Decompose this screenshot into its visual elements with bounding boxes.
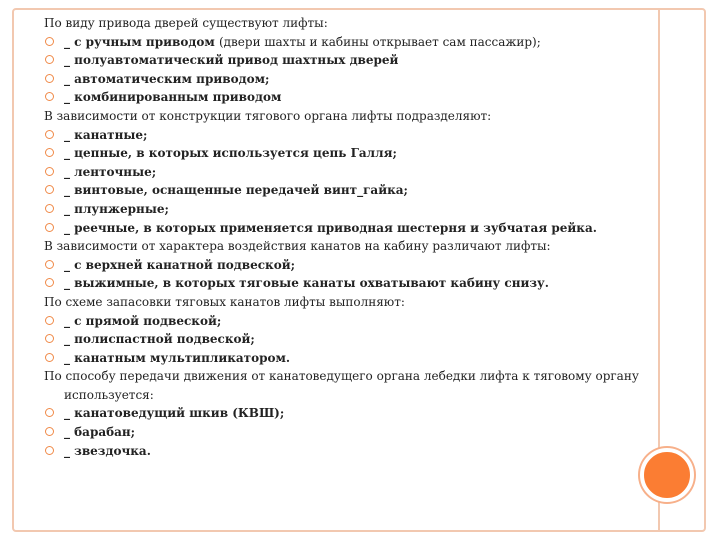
- bullet-circle-icon: [45, 260, 54, 269]
- bullet-circle-icon: [45, 353, 54, 362]
- bullet-circle-icon: [45, 167, 54, 176]
- bullet-item: [44, 70, 644, 89]
- bullet-circle-icon: [45, 55, 54, 64]
- bullet-circle-icon: [45, 204, 54, 213]
- bullet-text-bold: _ винтовые, оснащенные передачей винт_гайка;: [64, 183, 408, 198]
- bullet-item: [44, 423, 644, 442]
- bullet-item: [44, 163, 644, 182]
- bullet-text-bold: _ канатоведущий шкив (КВШ);: [64, 406, 285, 421]
- bullet-text-bold: _ с ручным приводом: [64, 34, 219, 49]
- section-heading: По способу передачи движения от канатоведущего органа лебедки лифта к тяговому органу используется:: [44, 369, 639, 402]
- section-heading: По схеме запасовки тяговых канатов лифты выполняют:: [44, 294, 405, 309]
- bullet-item: [44, 219, 644, 238]
- bullet-item: [44, 330, 644, 349]
- bullet-circle-icon: [45, 278, 54, 287]
- bullet-circle-icon: [45, 408, 54, 417]
- bullet-text-bold: _ с прямой подвеской;: [64, 313, 222, 328]
- decorative-circle: [640, 448, 694, 502]
- bullet-circle-icon: [45, 37, 54, 46]
- bullet-item: [44, 33, 644, 52]
- bullet-item: [44, 88, 644, 107]
- bullet-text-bold: _ цепные, в которых используется цепь Галля;: [64, 146, 397, 161]
- bullet-circle-icon: [45, 130, 54, 139]
- bullet-item: [44, 200, 644, 219]
- bullet-item: [44, 144, 644, 163]
- section-heading: По виду привода дверей существуют лифты:: [44, 16, 328, 30]
- bullet-circle-icon: [45, 334, 54, 343]
- bullet-text-bold: _ автоматическим приводом;: [64, 71, 270, 86]
- bullet-text-bold: _ полиспастной подвеской;: [64, 332, 255, 347]
- bullet-item: [44, 349, 644, 368]
- bullet-item: [44, 51, 644, 70]
- bullet-circle-icon: [45, 148, 54, 157]
- bullet-text-bold: _ звездочка.: [64, 443, 151, 458]
- bullet-item: [44, 274, 644, 293]
- bullet-item: [44, 442, 644, 461]
- bullet-circle-icon: [45, 185, 54, 194]
- bullet-text-bold: _ с верхней канатной подвеской;: [64, 257, 296, 272]
- bullet-text-bold: _ канатным мультипликатором.: [64, 350, 291, 365]
- bullet-text-bold: _ выжимные, в которых тяговые канаты охватывают кабину снизу.: [64, 276, 549, 291]
- section-heading: В зависимости от конструкции тягового органа лифты подразделяют:: [44, 108, 492, 123]
- slide-body: [44, 14, 644, 460]
- bullet-text-bold: _ плунжерные;: [64, 201, 169, 216]
- bullet-circle-icon: [45, 223, 54, 232]
- bullet-circle-icon: [45, 316, 54, 325]
- bullet-text-bold: _ канатные;: [64, 127, 148, 142]
- bullet-item: [44, 181, 644, 200]
- bullet-text-bold: _ полуавтоматический привод шахтных дверей: [64, 53, 399, 68]
- bullet-text-bold: _ реечные, в которых применяется приводная шестерня и зубчатая рейка.: [64, 220, 597, 235]
- bullet-circle-icon: [45, 92, 54, 101]
- section-heading: В зависимости от характера воздействия канатов на кабину различают лифты:: [44, 239, 551, 254]
- bullet-text-note: (двери шахты и кабины открывает сам пассажир);: [218, 34, 541, 49]
- bullet-text-bold: _ ленточные;: [64, 164, 157, 179]
- bullet-circle-icon: [45, 446, 54, 455]
- bullet-item: [44, 404, 644, 423]
- bullet-circle-icon: [45, 427, 54, 436]
- bullet-text-bold: _ барабан;: [64, 425, 136, 440]
- bullet-item: [44, 256, 644, 275]
- bullet-item: [44, 126, 644, 145]
- bullet-circle-icon: [45, 74, 54, 83]
- bullet-item: [44, 312, 644, 331]
- bullet-text-bold: _ комбинированным приводом: [64, 90, 282, 105]
